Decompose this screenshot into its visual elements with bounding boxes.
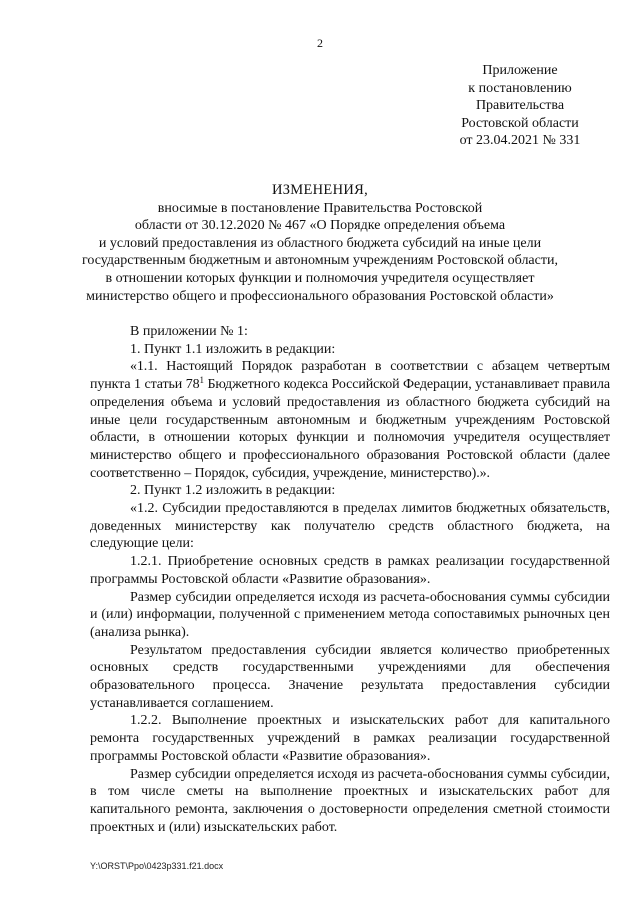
appendix-line: Ростовской области	[461, 115, 579, 131]
paragraph: В приложении № 1:	[130, 324, 248, 339]
paragraph-1-1	[90, 358, 610, 482]
superscript: 1	[199, 375, 204, 386]
appendix-line: к постановлению	[468, 80, 572, 96]
title-line: министерство общего и профессионального образования Ростовской области»	[86, 288, 554, 304]
title-line: области от 30.12.2020 № 467 «О Порядке определения объема	[134, 218, 506, 234]
appendix-date-line: от 23.04.2021 № 331	[459, 133, 581, 148]
title-line: государственным бюджетным и автономным учреждениям Ростовской области,	[82, 253, 558, 269]
paragraph: Размер субсидии определяется исходя из расчета-обоснования суммы субсидии и (или) информации, полученной с применением метода сопоставимых рыночных цен (анализа рынка).	[90, 589, 610, 640]
title-heading: ИЗМЕНЕНИЯ,	[271, 182, 369, 198]
footer-file-path: Y:\ORST\Ppo\0423p331.f21.docx	[90, 861, 224, 871]
title-line: вносимые в постановление Правительства Ростовской	[157, 200, 483, 216]
document-title	[80, 182, 560, 305]
paragraph: 1. Пункт 1.1 изложить в редакции:	[130, 341, 336, 357]
text-run: «1.1. Настоящий Порядок разработан в соответствии с абзацем четвертым пункта 1 статьи 78	[90, 359, 610, 393]
paragraph-1-2: «1.2. Субсидии предоставляются в пределах лимитов бюджетных обязательств, доведенных министерству как получателю средств областного бюджета, на следующие цели:	[90, 501, 610, 552]
appendix-block	[420, 62, 620, 150]
page-number: 2	[317, 36, 323, 50]
paragraph-1-2-2: 1.2.2. Выполнение проектных и изыскательских работ для капитального ремонта государственных учреждений в рамках реализации государственной программы Ростовской области «Развитие образования».	[90, 713, 610, 764]
appendix-line: Приложение	[482, 63, 558, 78]
text-run: Бюджетного кодекса Российской Федерации, устанавливает правила определения объема и условий предоставления из областного бюджета субсидий на иные цели государственным автономным и бюджетным учреждениям Ростовской области, в отношении которых функции и полномочия учредителя осуществляет министерство общего и профессионального образования Ростовской области (далее соответственно – Порядок, субсидия, учреждение, министерство).».	[90, 377, 610, 481]
paragraph: 2. Пункт 1.2 изложить в редакции:	[130, 483, 336, 499]
document-body	[90, 323, 610, 836]
paragraph: Результатом предоставления субсидии является количество приобретенных основных средств государственными учреждениями для обеспечения образовательного процесса. Значение результата предоставления субсидии устанавливается соглашением.	[90, 642, 610, 711]
paragraph: Размер субсидии определяется исходя из расчета-обоснования суммы субсидии, в том числе сметы на выполнение проектных и изыскательских работ для капитального ремонта, заключения о достоверности определения сметной стоимости проектных и (или) изыскательских работ.	[90, 766, 610, 835]
title-line: и условий предоставления из областного бюджета субсидий на иные цели	[98, 235, 542, 251]
title-line: в отношении которых функции и полномочия учредителя осуществляет	[105, 270, 535, 286]
appendix-line: Правительства	[475, 98, 565, 113]
paragraph-1-2-1: 1.2.1. Приобретение основных средств в рамках реализации государственной программы Ростовской области «Развитие образования».	[90, 554, 610, 587]
